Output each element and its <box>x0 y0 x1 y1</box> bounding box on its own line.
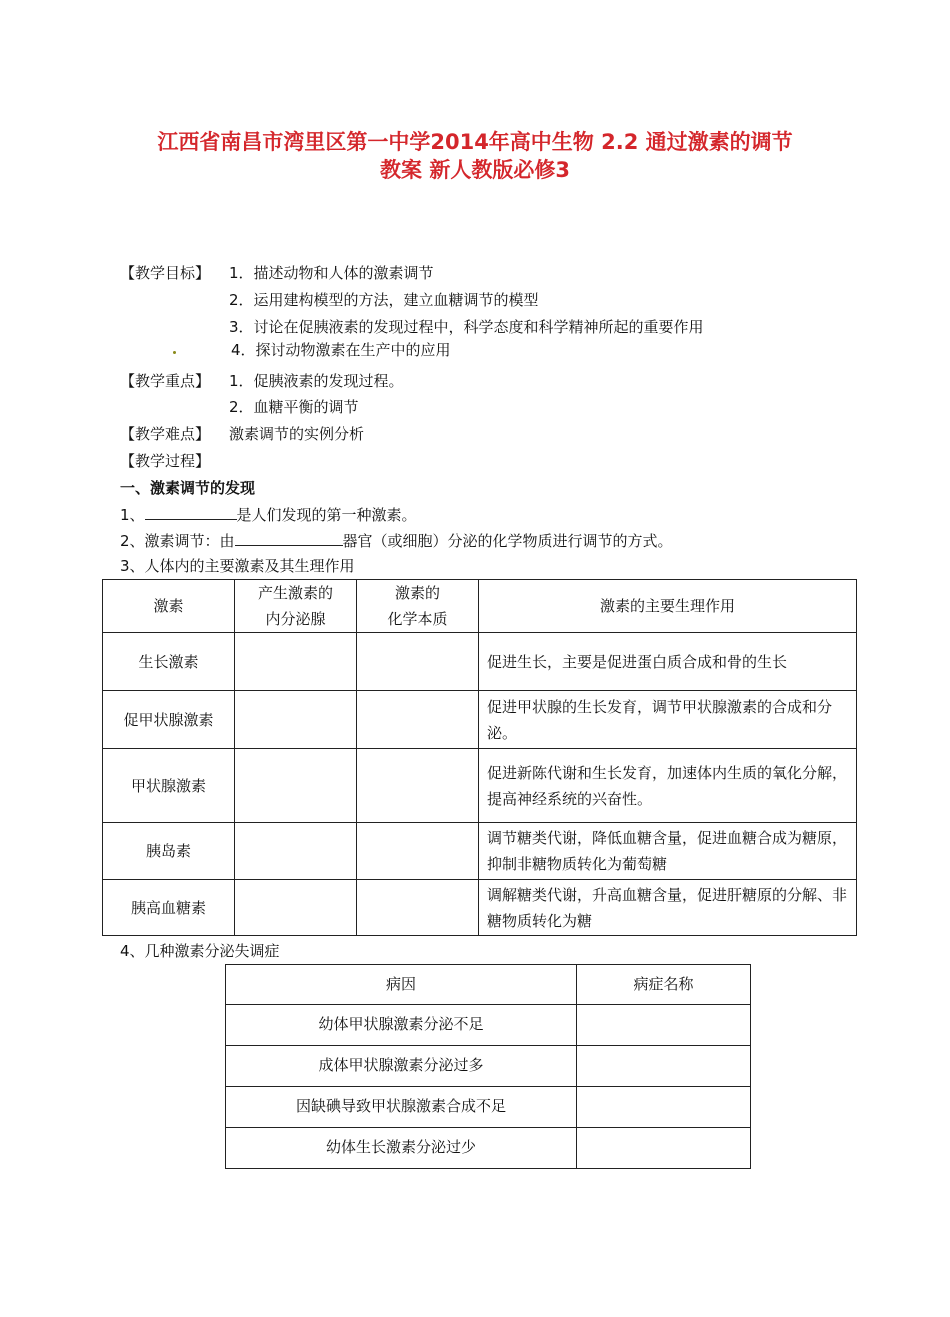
question-2-suffix: 器官（或细胞）分泌的化学物质进行调节的方式。 <box>342 532 673 550</box>
hormone-name: 生长激素 <box>103 633 235 691</box>
disease-cell <box>577 1005 751 1046</box>
effect-cell: 调节糖类代谢，降低血糖含量，促进血糖合成为糖原，抑制非糖物质转化为葡萄糖 <box>479 823 857 880</box>
question-2-blank <box>235 530 343 546</box>
key-point-item-1: 1．促胰液素的发现过程。 <box>229 372 404 390</box>
effect-cell: 调解糖类代谢，升高血糖含量，促进肝糖原的分解、非糖物质转化为糖 <box>479 880 857 936</box>
nature-cell <box>357 749 479 823</box>
disorder-table <box>225 964 751 1169</box>
hormone-name: 促甲状腺激素 <box>103 691 235 749</box>
cause-cell: 幼体甲状腺激素分泌不足 <box>226 1005 577 1046</box>
key-point-item-2: 2．血糖平衡的调节 <box>229 398 359 416</box>
header-disease: 病症名称 <box>577 965 751 1005</box>
cause-cell: 幼体生长激素分泌过少 <box>226 1128 577 1169</box>
nature-cell <box>357 823 479 880</box>
question-1-blank <box>145 504 237 520</box>
hormone-name: 甲状腺激素 <box>103 749 235 823</box>
objective-item-4: 4．探讨动物激素在生产中的应用 <box>231 341 451 359</box>
header-effect: 激素的主要生理作用 <box>479 580 857 633</box>
document-title-line1: 江西省南昌市湾里区第一中学2014年高中生物 2.2 通过激素的调节 <box>157 130 793 154</box>
gland-cell <box>235 749 357 823</box>
effect-cell: 促进生长，主要是促进蛋白质合成和骨的生长 <box>479 633 857 691</box>
disease-cell <box>577 1128 751 1169</box>
nature-cell <box>357 633 479 691</box>
question-1 <box>120 504 417 525</box>
table-row <box>103 823 857 880</box>
header-cause: 病因 <box>226 965 577 1005</box>
objective-item-1: 1．描述动物和人体的激素调节 <box>229 264 434 282</box>
objective-item-2: 2．运用建构模型的方法，建立血糖调节的模型 <box>229 291 539 309</box>
table-row <box>226 1128 751 1169</box>
header-nature: 激素的 化学本质 <box>357 580 479 633</box>
difficulty-label: 【教学难点】 <box>120 425 211 443</box>
hormone-name: 胰高血糖素 <box>103 880 235 936</box>
cause-cell: 因缺碘导致甲状腺激素合成不足 <box>226 1087 577 1128</box>
table-row <box>103 749 857 823</box>
disorder-table-header-row <box>226 965 751 1005</box>
hormone-name: 胰岛素 <box>103 823 235 880</box>
stray-dot-mark <box>173 351 176 354</box>
hormone-table <box>102 579 857 936</box>
question-2-prefix: 2、激素调节：由 <box>120 532 235 550</box>
objective-item-3: 3．讨论在促胰液素的发现过程中，科学态度和科学精神所起的重要作用 <box>229 318 704 336</box>
disease-cell <box>577 1087 751 1128</box>
table-row <box>103 691 857 749</box>
nature-cell <box>357 691 479 749</box>
objectives-label: 【教学目标】 <box>120 264 211 282</box>
hormone-table-header-row <box>103 580 857 633</box>
difficulty-text: 激素调节的实例分析 <box>229 425 365 443</box>
gland-cell <box>235 880 357 936</box>
header-hormone: 激素 <box>103 580 235 633</box>
question-3: 3、人体内的主要激素及其生理作用 <box>120 557 355 575</box>
document-title-line2: 教案 新人教版必修3 <box>380 158 570 182</box>
process-label: 【教学过程】 <box>120 452 211 470</box>
table-row <box>226 1046 751 1087</box>
question-4: 4、几种激素分泌失调症 <box>120 942 280 960</box>
question-1-prefix: 1、 <box>120 506 145 524</box>
table-row <box>103 880 857 936</box>
gland-cell <box>235 691 357 749</box>
table-row <box>226 1087 751 1128</box>
table-row <box>226 1005 751 1046</box>
question-2 <box>120 530 673 551</box>
cause-cell: 成体甲状腺激素分泌过多 <box>226 1046 577 1087</box>
table-row <box>103 633 857 691</box>
effect-cell: 促进甲状腺的生长发育，调节甲状腺激素的合成和分泌。 <box>479 691 857 749</box>
gland-cell <box>235 633 357 691</box>
section1-heading: 一、激素调节的发现 <box>120 479 256 497</box>
nature-cell <box>357 880 479 936</box>
header-gland: 产生激素的 内分泌腺 <box>235 580 357 633</box>
key-points-label: 【教学重点】 <box>120 372 211 390</box>
effect-cell: 促进新陈代谢和生长发育，加速体内生质的氧化分解，提高神经系统的兴奋性。 <box>479 749 857 823</box>
disease-cell <box>577 1046 751 1087</box>
question-1-suffix: 是人们发现的第一种激素。 <box>236 506 417 524</box>
gland-cell <box>235 823 357 880</box>
